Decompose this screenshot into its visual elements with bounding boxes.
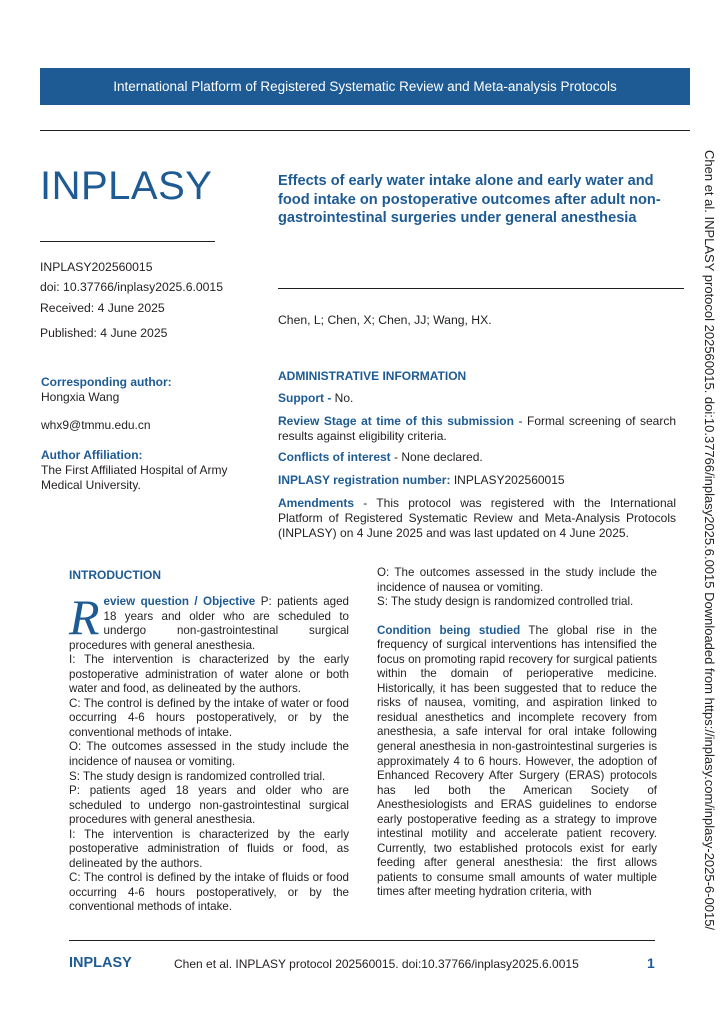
admin-registration xyxy=(278,473,676,488)
admin-support xyxy=(278,391,676,406)
corresponding-email: whx9@tmmu.edu.cn xyxy=(41,418,151,432)
footer-divider xyxy=(69,940,655,941)
footer-citation: Chen et al. INPLASY protocol 202560015. doi:10.37766/inplasy2025.6.0015 xyxy=(174,957,579,971)
amendments-label: Amendments xyxy=(278,496,355,510)
admin-review-stage xyxy=(278,414,676,444)
protocol-doi: doi: 10.37766/inplasy2025.6.0015 xyxy=(40,280,223,294)
admin-amendments xyxy=(278,496,676,541)
affiliation-label: Author Affiliation: xyxy=(41,448,143,462)
intro-paragraph: O: The outcomes assessed in the study include the incidence of nausea or vomiting. xyxy=(69,740,349,769)
support-value: No. xyxy=(334,391,354,405)
drop-cap: R xyxy=(69,589,100,645)
intro-paragraph: C: The control is defined by the intake of water or food occurring 4-6 hours postoperatively, or by the conventional methods of intake. xyxy=(69,696,349,739)
published-date: Published: 4 June 2025 xyxy=(40,326,168,340)
admin-conflicts xyxy=(278,450,676,465)
admin-heading: ADMINISTRATIVE INFORMATION xyxy=(278,369,467,383)
intro-paragraph: P: patients aged 18 years and older who are scheduled to undergo non-gastrointestinal surgical procedures with general anesthesia. xyxy=(69,784,349,827)
intro-paragraph: I: The intervention is characterized by the early postoperative administration of water alone or both water and food, as delineated by the authors. xyxy=(69,653,349,696)
brand-logo: INPLASY xyxy=(40,164,213,208)
article-title: Effects of early water intake alone and early water and food intake on postoperative outcomes after adult non-gastrointestinal surgeries under general anesthesia xyxy=(278,173,661,227)
review-question-text: P: patients aged 18 years and older who are scheduled to undergo non-gastrointestinal surgical procedures with general anesthesia. xyxy=(69,595,349,652)
review-question-label: eview question / Objective xyxy=(103,595,256,608)
affiliation-text: The First Affiliated Hospital of Army Medical University. xyxy=(41,463,228,492)
author-list: Chen, L; Chen, X; Chen, JJ; Wang, HX. xyxy=(278,313,492,327)
stage-value: - Formal screening of search results against eligibility criteria. xyxy=(278,414,676,443)
stage-label: Review Stage at time of this submission xyxy=(278,414,514,428)
corresponding-label: Corresponding author: xyxy=(41,375,172,389)
intro-paragraph: I: The intervention is characterized by the early postoperative administration of fluids or food, as delineated by the authors. xyxy=(69,827,349,870)
corresponding-name: Hongxia Wang xyxy=(41,390,120,404)
header-divider xyxy=(40,130,690,131)
page-number: 1 xyxy=(647,955,655,971)
intro-left-column xyxy=(69,589,349,915)
condition-label: Condition being studied xyxy=(377,623,521,637)
amendments-value: - This protocol was registered with the International Platform of Registered Systematic Review and Meta-Analysis Protocols (INPLASY) on 4 June 2025 and was last updated on 4 June 2025. xyxy=(278,496,676,540)
brand-divider xyxy=(40,241,215,242)
intro-paragraph: O: The outcomes assessed in the study include the incidence of nausea or vomiting. xyxy=(377,566,657,594)
received-date: Received: 4 June 2025 xyxy=(40,301,165,315)
conflicts-value: - None declared. xyxy=(390,450,483,464)
footer-brand: INPLASY xyxy=(69,955,132,971)
banner-text: International Platform of Registered Systematic Review and Meta-analysis Protocols xyxy=(113,79,617,94)
protocol-id: INPLASY202560015 xyxy=(40,260,153,274)
title-divider xyxy=(278,288,684,289)
header-banner xyxy=(40,68,690,105)
registration-value: INPLASY202560015 xyxy=(450,473,565,487)
condition-paragraph xyxy=(377,624,657,900)
conflicts-label: Conflicts of interest xyxy=(278,450,391,464)
intro-right-column xyxy=(377,566,657,900)
download-sidebar: Chen et al. INPLASY protocol 202560015. doi:10.37766/inplasy2025.6.0015 Downloaded from https://inplasy.com/inplasy-2025-6-0015/ xyxy=(702,150,717,931)
review-question-paragraph xyxy=(69,589,349,653)
registration-label: INPLASY registration number: xyxy=(278,473,451,487)
condition-text: The global rise in the frequency of surgical interventions has intensified the focus on promoting rapid recovery for surgical patients within the domain of perioperative medicine. Historically, it has been suggested that to reduce the risks of nausea, vomiting, and aspiration linked to residual anesthetics and incomplete recovery from anesthesia, a safe interval for oral intake following general anesthesia in non-gastrointestinal surgeries is approximately 4 to 6 hours. However, the adoption of Enhanced Recovery After Surgery (ERAS) protocols has led both the American Society of Anesthesiologists and ERAS guidelines to endorse early postoperative feeding as a strategy to improve intestinal motility and accelerate patient recovery. Currently, two established protocols exist for early feeding after general anesthesia: the first allows patients to consume small amounts of water multiple times after meeting hydration criteria, with xyxy=(377,623,658,899)
intro-paragraph: S: The study design is randomized controlled trial. xyxy=(377,595,634,609)
intro-paragraph: S: The study design is randomized controlled trial. xyxy=(69,769,326,783)
intro-paragraph: C: The control is defined by the intake of fluids or food occurring 4-6 hours postoperatively, or by the conventional methods of intake. xyxy=(69,871,349,914)
support-label: Support - xyxy=(278,391,332,405)
intro-heading: INTRODUCTION xyxy=(69,568,161,582)
